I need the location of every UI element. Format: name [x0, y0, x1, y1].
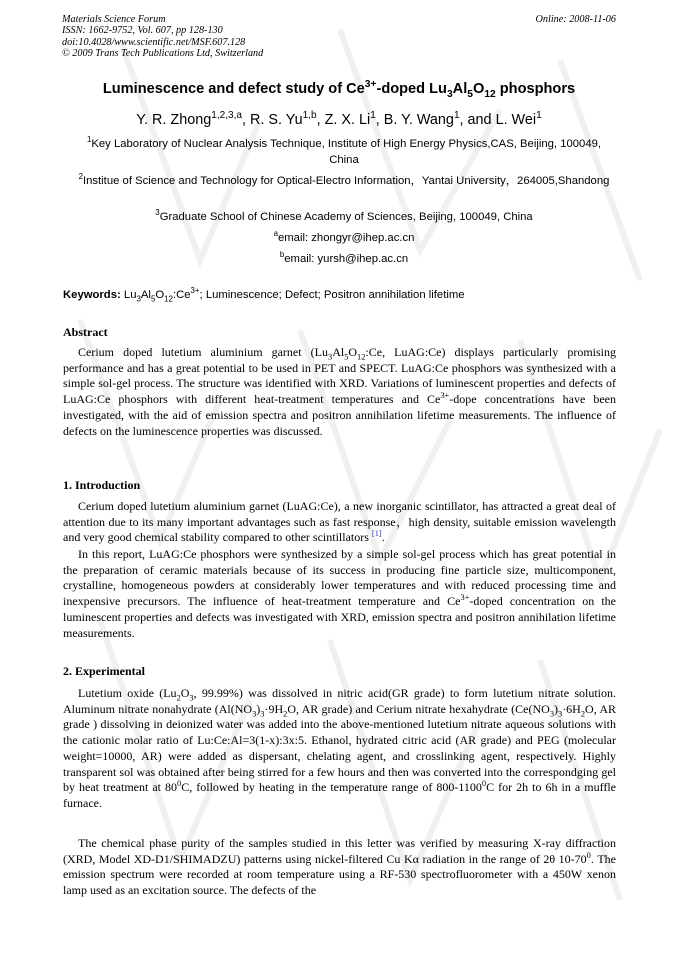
- paper-title: Luminescence and defect study of $Ce^{3+}$-doped $Lu_3Al_5O_{12}$ phosphors: [102, 79, 576, 100]
- copyright-line: © 2009 Trans Tech Publications Ltd, Switzerland: [62, 47, 264, 59]
- author: B. Y. Wang$^1$, and: [383, 110, 496, 128]
- citation-link[interactable]: [1]: [371, 529, 382, 539]
- affiliation: $^2$Institue of Science and Technology for Optical-Electro Information，Yantai University，264005,Shandong: [78, 172, 610, 187]
- author: Z. X. Li$^1$,: [324, 110, 384, 128]
- issn-line: ISSN: 1662-9752, Vol. 607, pp 128-130: [62, 25, 223, 37]
- introduction-heading: 1. Introduction: [63, 478, 141, 492]
- journal-header: [62, 14, 616, 59]
- author: Y. R. Zhong$^{1,2,3,a}$,: [136, 110, 251, 128]
- experimental-paragraph: Lutetium oxide ($Lu_2O_3$, 99.99%) was dissolved in nitric acid(GR grade) to form lutetium nitrate solution. Aluminum nitrate nonahydrate ($Al(NO_3)_3\cdot 9H_2O$, AR grade) and Cerium nitrate hexahydrate ($Ce(NO_3)_3\cdot 6H_2O$, AR grade ) dissolving in deionized water was added into the above-mentioned lutetium nitrate aqueous solutions with the cationic molar ratio of Lu:Ce:Al=3(1-x):3x:5. Ethanol, hydrated citric acid (AR grade) and PEG (molecular weight=10000, AR) were added as dispersant, chelating agent, and crosslinking agent, respectively. Highly transparent sol was obtained after being stirred for a few hours and then was converted into the correspondging gel by heat treatment at $80^0C$, followed by heating in the temperature range of 800-1100$^0$C for 2h to 6h in a muffle furnace.: [63, 686, 617, 810]
- author-list: [0, 112, 678, 128]
- author: R. S. Yu$^{1,b}$,: [250, 110, 325, 128]
- keywords-label: Keywords:: [63, 289, 121, 301]
- abstract-heading: Abstract: [63, 325, 108, 339]
- introduction-paragraph: Cerium doped lutetium aluminium garnet (LuAG:Ce), a new inorganic scintillator, has attracted a great deal of attention due to its many important advantages such as fast response，high density, suitable emission wavelength and very good chemical stability compared to other scintillators [1].: [63, 499, 616, 545]
- abstract-text: Cerium doped lutetium aluminium garnet ($Lu_3Al_5O_{12}:Ce$, LuAG:Ce) displays particularly promising performance and has a great potential to be used in PET and SPECT. LuAG:Ce phosphors was synthesized with a simple sol-gel process. The structure was identified with XRD. Variations of luminescent properties and defects of LuAG:Ce phosphors with different heat-treatment temperatures and $Ce^{3+}$-dope concentrations have been investigated, with the aid of emission spectra and positron annihilation lifetime measurements. The influence of defects on the luminescence properties was discussed.: [63, 345, 617, 438]
- experimental-paragraph: The chemical phase purity of the samples studied in this letter was verified by measuring X-ray diffraction (XRD, Model XD-D1/SHIMADZU) patterns using nickel-filtered Cu Kα radiation in the range of 2θ $10-70^0$. The emission spectrum were recorded at room temperature using a RF-530 spectrofluorometer with a 450W xenon lamp used as an excitation source. The defects of the: [63, 836, 617, 898]
- affiliation: $^3$Graduate School of Chinese Academy of Sciences, Beijing, 100049, China: [155, 208, 533, 223]
- introduction-paragraph: In this report, LuAG:Ce phosphors were synthesized by a simple sol-gel process which has great potential in the preparation of ceramic materials because of its success in producing fine particle size, multicomponent, crystalline, homogeneous powders at considerably lower temperatures and with reduced processing time and inexpensive precursors. The influence of heat-treatment temperature and $Ce^{3+}$-doped concentration on the luminescent properties and defects was investigated with XRD, emission spectra and positron annihilation lifetime measurements.: [63, 547, 616, 640]
- journal-name: Materials Science Forum: [62, 14, 166, 25]
- email-a: $^a$email: zhongyr@ihep.ac.cn: [273, 229, 415, 244]
- author: L. Wei$^1$: [495, 110, 542, 128]
- keywords: Keywords: $Lu_3Al_5O_{12}:Ce^{3+}$; Luminescence; Defect; Positron annihilation lifetime: [63, 286, 465, 304]
- online-date: Online: 2008-11-06: [535, 14, 616, 25]
- doi-line: doi:10.4028/www.scientific.net/MSF.607.128: [62, 36, 246, 48]
- experimental-heading: 2. Experimental: [63, 664, 145, 678]
- email-b: $^b$email: yursh@ihep.ac.cn: [279, 250, 409, 265]
- affiliation: $^1$Key Laboratory of Nuclear Analysis Technique, Institute of High Energy Physics,CAS, Beijing, 100049, China: [86, 135, 602, 166]
